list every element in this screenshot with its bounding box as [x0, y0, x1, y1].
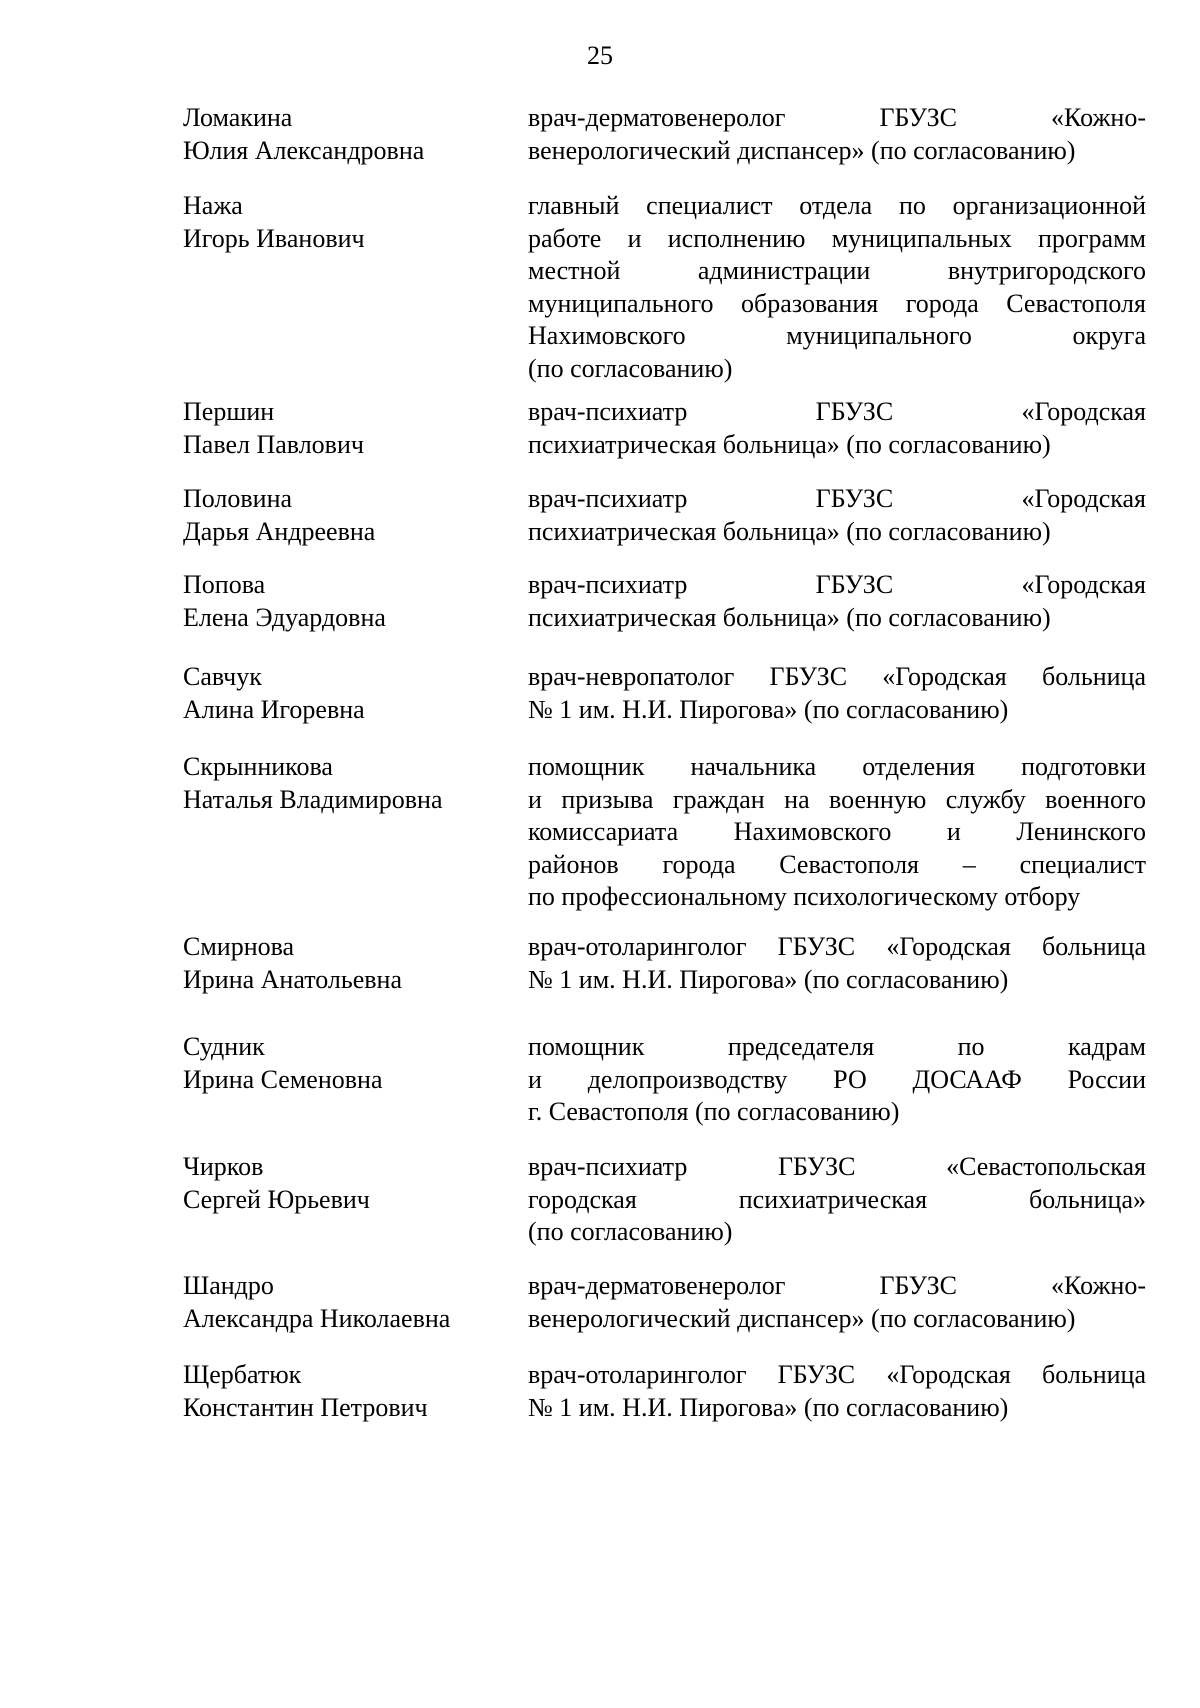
position-line: № 1 им. Н.И. Пирогова» (по согласованию)	[528, 1392, 1009, 1422]
member-position	[528, 1151, 1146, 1249]
position-line: психиатрическая больница» (по согласованию)	[528, 429, 1051, 459]
member-position	[528, 931, 1146, 996]
member-given-names: Наталья Владимировна	[183, 784, 443, 814]
position-line: городская психиатрическая больница»	[528, 1184, 1146, 1214]
member-position	[528, 1031, 1146, 1129]
member-position	[528, 396, 1146, 461]
page-number: 25	[587, 41, 613, 70]
member-given-names: Павел Павлович	[183, 429, 364, 459]
member-position	[528, 102, 1146, 167]
member-surname: Чирков	[183, 1152, 264, 1181]
position-line: и призыва граждан на военную службу военного	[528, 784, 1146, 814]
member-surname: Савчук	[183, 662, 262, 691]
member-given-names: Ирина Анатольевна	[183, 964, 402, 994]
member-given-names: Игорь Иванович	[183, 223, 365, 253]
position-line: врач-дерматовенеролог ГБУЗС «Кожно-	[528, 103, 1146, 132]
member-position	[528, 661, 1146, 726]
position-line: и делопроизводству РО ДОСААФ России	[528, 1064, 1146, 1094]
member-name	[183, 1031, 503, 1096]
member-position	[528, 190, 1146, 385]
member-position	[528, 569, 1146, 634]
member-given-names: Алина Игоревна	[183, 694, 365, 724]
member-given-names: Сергей Юрьевич	[183, 1184, 370, 1214]
member-given-names: Ирина Семеновна	[183, 1064, 383, 1094]
position-line: врач-невропатолог ГБУЗС «Городская больница	[528, 662, 1146, 691]
member-position	[528, 1270, 1146, 1335]
member-name	[183, 483, 503, 548]
member-given-names: Дарья Андреевна	[183, 516, 376, 546]
member-position	[528, 751, 1146, 914]
position-line: районов города Севастополя – специалист	[528, 849, 1146, 879]
position-line: психиатрическая больница» (по согласованию)	[528, 516, 1051, 546]
position-line: работе и исполнению муниципальных программ	[528, 223, 1146, 253]
member-surname: Попова	[183, 570, 266, 599]
member-surname: Половина	[183, 484, 293, 513]
position-line: врач-отоларинголог ГБУЗС «Городская больница	[528, 932, 1146, 961]
member-given-names: Елена Эдуардовна	[183, 602, 386, 632]
member-surname: Нажа	[183, 191, 243, 220]
member-given-names: Константин Петрович	[183, 1392, 428, 1422]
position-line: комиссариата Нахимовского и Ленинского	[528, 817, 1146, 846]
position-line: № 1 им. Н.И. Пирогова» (по согласованию)	[528, 964, 1009, 994]
member-name	[183, 1151, 503, 1216]
position-line: помощник председателя по кадрам	[528, 1032, 1146, 1061]
position-line: г. Севастополя (по согласованию)	[528, 1097, 900, 1126]
member-name	[183, 190, 503, 255]
member-given-names: Александра Николаевна	[183, 1303, 451, 1333]
position-line: врач-дерматовенеролог ГБУЗС «Кожно-	[528, 1271, 1146, 1300]
position-line: врач-психиатр ГБУЗС «Севастопольская	[528, 1152, 1146, 1181]
member-name	[183, 396, 503, 461]
position-line: (по согласованию)	[528, 353, 733, 383]
member-name	[183, 661, 503, 726]
position-line: венерологический диспансер» (по согласованию)	[528, 1303, 1076, 1333]
member-position	[528, 483, 1146, 548]
position-line: врач-отоларинголог ГБУЗС «Городская больница	[528, 1360, 1146, 1389]
position-line: муниципального образования города Севастополя	[528, 288, 1146, 318]
member-name	[183, 1359, 503, 1424]
position-line: врач-психиатр ГБУЗС «Городская	[528, 570, 1146, 599]
position-line: по профессиональному психологическому отбору	[528, 882, 1081, 911]
position-line: психиатрическая больница» (по согласованию)	[528, 602, 1051, 632]
position-line: помощник начальника отделения подготовки	[528, 752, 1146, 781]
member-name	[183, 102, 503, 167]
position-line: (по согласованию)	[528, 1217, 733, 1246]
member-surname: Скрынникова	[183, 752, 333, 781]
member-surname: Судник	[183, 1032, 265, 1061]
member-surname: Смирнова	[183, 932, 295, 961]
member-name	[183, 569, 503, 634]
member-name	[183, 751, 503, 816]
member-surname: Ломакина	[183, 103, 293, 132]
member-surname: Щербатюк	[183, 1360, 302, 1389]
position-line: главный специалист отдела по организационной	[528, 191, 1146, 220]
position-line: Нахимовского муниципального округа	[528, 321, 1146, 350]
member-surname: Шандро	[183, 1271, 274, 1300]
member-given-names: Юлия Александровна	[183, 135, 425, 165]
position-line: местной администрации внутригородского	[528, 256, 1146, 285]
position-line: врач-психиатр ГБУЗС «Городская	[528, 484, 1146, 513]
position-line: № 1 им. Н.И. Пирогова» (по согласованию)	[528, 694, 1009, 724]
member-surname: Першин	[183, 397, 275, 426]
member-position	[528, 1359, 1146, 1424]
position-line: врач-психиатр ГБУЗС «Городская	[528, 397, 1146, 426]
member-name	[183, 931, 503, 996]
member-name	[183, 1270, 503, 1335]
position-line: венерологический диспансер» (по согласованию)	[528, 135, 1076, 165]
